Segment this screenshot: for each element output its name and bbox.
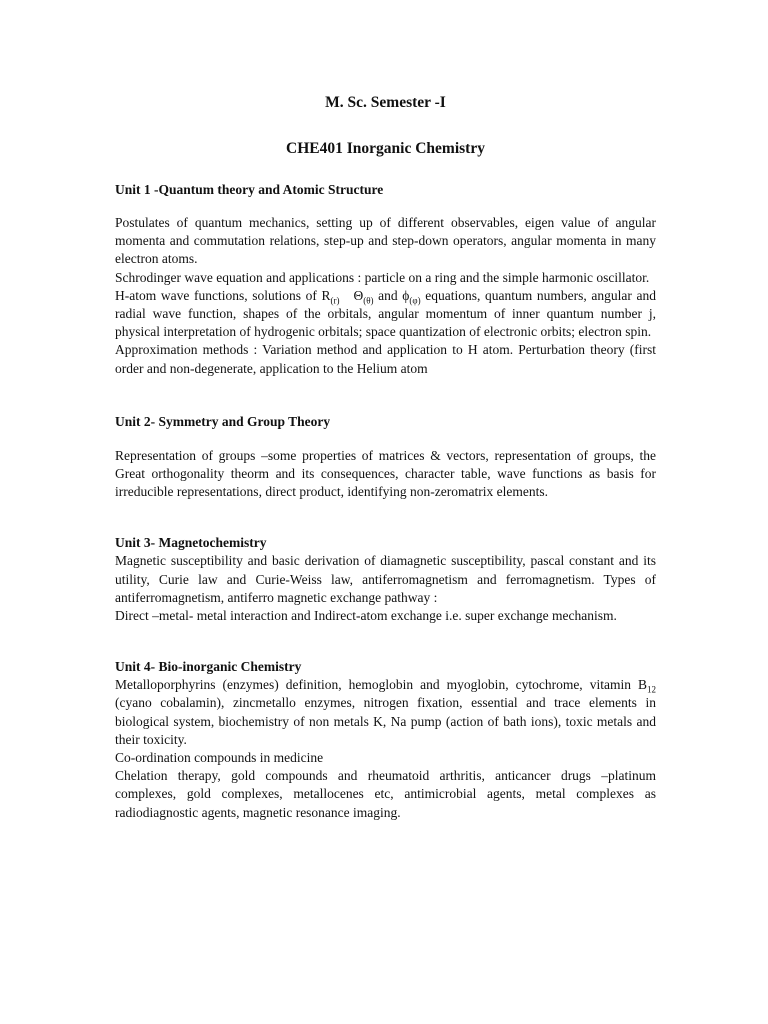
- unit-4-paragraph: Chelation therapy, gold compounds and rheumatoid arthritis, anticancer drugs –platinum complexes, gold complexes, metallocenes etc, antimicrobial agents, metal complexes as radiodiagnostic agents, magnetic resonance imaging.: [115, 768, 656, 820]
- unit-4-first-paragraph: Metalloporphyrins (enzymes) definition, hemoglobin and myoglobin, cytochrome, vitamin $B_{12}$ (cyano cobalamin), zincmetallo enzymes, nitrogen fixation, essential and trace elements in biological system, biochemistry of non metals K, Na pump (action of bath ions), toxic metals and their toxicity.: [115, 677, 656, 747]
- unit-2-section: [115, 413, 656, 502]
- unit-4-title: Unit 4- Bio-inorganic Chemistry: [115, 659, 302, 675]
- unit-1-paragraph: Approximation methods : Variation method and application to H atom. Perturbation theory (first order and non-degenerate, application to the Helium atom: [115, 342, 656, 376]
- unit-2-title: Unit 2- Symmetry and Group Theory: [115, 413, 331, 429]
- unit-1-paragraph: Postulates of quantum mechanics, setting up of different observables, eigen value of angular momenta and commutation relations, step-up and step-down operators, angular momenta in many electron atoms.: [115, 215, 656, 267]
- unit-1-section: [115, 181, 656, 378]
- unit-3-paragraph: Magnetic susceptibility and basic derivation of diamagnetic susceptibility, pascal constant and its utility, Curie law and Curie-Weiss law, antiferromagnetism and ferromagnetism. Types of antiferromagnetism, antiferro magnetic exchange pathway :: [115, 553, 656, 605]
- unit-3-section: [115, 534, 656, 625]
- unit-4-paragraph: Co-ordination compounds in medicine: [115, 750, 324, 766]
- unit-2-paragraph: Representation of groups –some properties of matrices & vectors, representation of groups, the Great orthogonality theorm and its consequences, character table, wave functions as basis for irreducible representations, direct product, identifying non-zeromatrix elements.: [115, 447, 656, 500]
- semester-heading: M. Sc. Semester -I: [325, 94, 446, 111]
- unit-3-title: Unit 3- Magnetochemistry: [115, 535, 267, 551]
- unit-1-paragraph: Schrodinger wave equation and applications : particle on a ring and the simple harmonic oscillator.: [115, 269, 650, 285]
- unit-4-section: [115, 658, 656, 822]
- unit-3-paragraph: Direct –metal- metal interaction and Indirect-atom exchange i.e. super exchange mechanism.: [115, 608, 617, 624]
- unit-1-hatom-paragraph: H-atom wave functions, solutions of $R_{(r)}$ $\Theta_{(\theta)}$ and $\phi_{(\varphi)}$ equations, quantum numbers, angular and radial wave function, shapes of the orbitals, angular momentum of inner quantum number j, physical interpretation of hydrogenic orbitals; space quantization of electronic orbits; electron spin.: [115, 287, 656, 340]
- document-page: [115, 88, 656, 822]
- course-heading: CHE401 Inorganic Chemistry: [286, 140, 485, 157]
- unit-1-title: Unit 1 -Quantum theory and Atomic Structure: [115, 182, 384, 197]
